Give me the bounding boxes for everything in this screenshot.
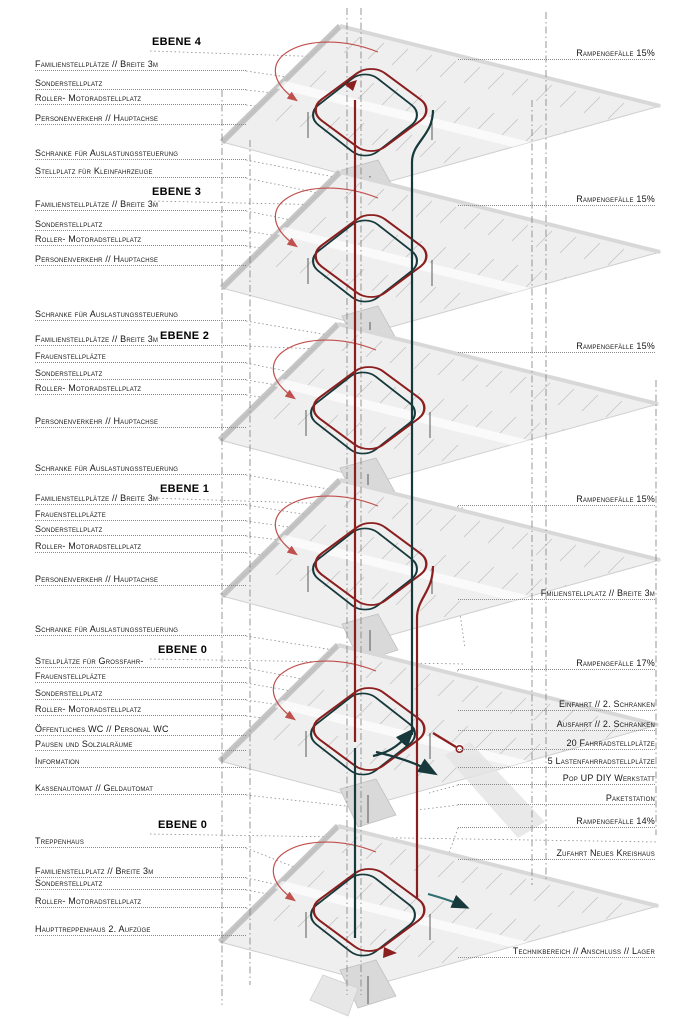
heading-ebene-3: EBENE 3 <box>152 186 202 198</box>
label-familienstellplatz: Familienstellplatz // Breite 3m <box>35 866 246 878</box>
label-schranke: Schranke für Auslastungssteuerung <box>35 463 246 475</box>
label-pausen-sozialraeume: Pausen und Solzialräume <box>35 739 246 751</box>
label-sonderstellplatz: Sonderstellplatz <box>35 78 246 90</box>
label-lastenfahrradstellplaetze: 5 Lastenfahrradstellplätze <box>458 756 655 768</box>
heading-ebene-2: EBENE 2 <box>160 330 210 342</box>
label-fmilienstellplatz: Fmilienstellplatz // Breite 3m <box>458 588 655 600</box>
label-sonderstellplatz: Sonderstellplatz <box>35 878 246 890</box>
label-schranke: Schranke für Auslastungssteuerung <box>35 624 246 636</box>
label-roller-motoradstellplatz: Roller- Motoradstellplatz <box>35 704 246 716</box>
label-roller-motoradstellplatz: Roller- Motoradstellplatz <box>35 234 246 246</box>
label-einfahrt: Einfahrt // 2. Schranken <box>458 699 655 711</box>
label-wc: Öffentliches WC // Personal WC <box>35 724 246 736</box>
label-personenverkehr: Personenverkehr // Hauptachse <box>35 574 246 586</box>
label-sonderstellplatz: Sonderstellplatz <box>35 524 246 536</box>
label-frauenstellplaetze: Frauenstellpläzte <box>35 351 246 363</box>
label-rampengefaelle-17: Rampengefälle 17% <box>458 658 655 670</box>
label-personenverkehr: Personenverkehr // Hauptachse <box>35 113 246 125</box>
heading-ebene-0: EBENE 0 <box>158 644 208 656</box>
label-ausfahrt: Ausfahrt // 2. Schranken <box>458 719 655 731</box>
label-rampengefaelle-15: Rampengefälle 15% <box>458 341 655 353</box>
heading-ebene-0-lower: EBENE 0 <box>158 819 208 831</box>
label-familienstellplaetze: Familienstellplätze // Breite 3m <box>35 334 246 346</box>
label-personenverkehr: Personenverkehr // Hauptachse <box>35 254 246 266</box>
label-technikbereich: Technikbereich // Anschluss // Lager <box>458 946 655 958</box>
label-haupttreppenhaus: Haupttreppenhaus 2. Aufzüge <box>35 924 246 936</box>
label-personenverkehr: Personenverkehr // Hauptachse <box>35 416 246 428</box>
label-stellplatz-kleinfahrzeuge: Stellplatz für Kleinfahrzeuge <box>35 166 246 178</box>
label-schranke: Schranke für Auslastungssteuerung <box>35 148 246 160</box>
label-frauenstellplaetze: Frauenstellpläzte <box>35 671 246 683</box>
label-zufahrt-kreishaus: Zufahrt Neues Kreishaus <box>458 848 655 860</box>
label-treppenhaus: Treppenhaus <box>35 836 246 848</box>
label-roller-motoradstellplatz: Roller- Motoradstellplatz <box>35 896 246 908</box>
label-schranke: Schranke für Auslastungssteuerung <box>35 309 246 321</box>
label-fahrradstellplaetze: 20 Fahrradstellplätze <box>458 738 655 750</box>
label-familienstellplaetze: Familienstellplätze // Breite 3m <box>35 59 246 71</box>
label-roller-motoradstellplatz: Roller- Motoradstellplatz <box>35 383 246 395</box>
label-information: Information <box>35 756 246 768</box>
label-kassenautomat: Kassenautomat // Geldautomat <box>35 783 246 795</box>
floor-plate-ebene-1 <box>222 480 660 662</box>
label-paketstation: Paketstation <box>458 793 655 805</box>
label-sonderstellplatz: Sonderstellplatz <box>35 688 246 700</box>
label-stellplaetze-grossfahr: Stellplätze für Grossfahr- <box>35 656 246 668</box>
label-roller-motoradstellplatz: Roller- Motoradstellplatz <box>35 93 246 105</box>
label-sonderstellplatz: Sonderstellplatz <box>35 219 246 231</box>
label-sonderstellplatz: Sonderstellplatz <box>35 368 246 380</box>
label-rampengefaelle-15: Rampengefälle 15% <box>458 194 655 206</box>
label-rampengefaelle-14: Rampengefälle 14% <box>458 816 655 828</box>
label-popup-werkstatt: Pop UP DIY Werkstatt <box>458 773 655 785</box>
label-roller-motoradstellplatz: Roller- Motoradstellplatz <box>35 541 246 553</box>
label-rampengefaelle-15: Rampengefälle 15% <box>458 48 655 60</box>
label-frauenstellplaetze: Frauenstellpläzte <box>35 509 246 521</box>
label-familienstellplaetze: Familienstellplätze // Breite 3m <box>35 493 246 505</box>
heading-ebene-4: EBENE 4 <box>152 36 202 48</box>
label-rampengefaelle-15: Rampengefälle 15% <box>458 494 655 506</box>
label-familienstellplaetze: Familienstellplätze // Breite 3m <box>35 199 246 211</box>
heading-ebene-1: EBENE 1 <box>160 483 210 495</box>
